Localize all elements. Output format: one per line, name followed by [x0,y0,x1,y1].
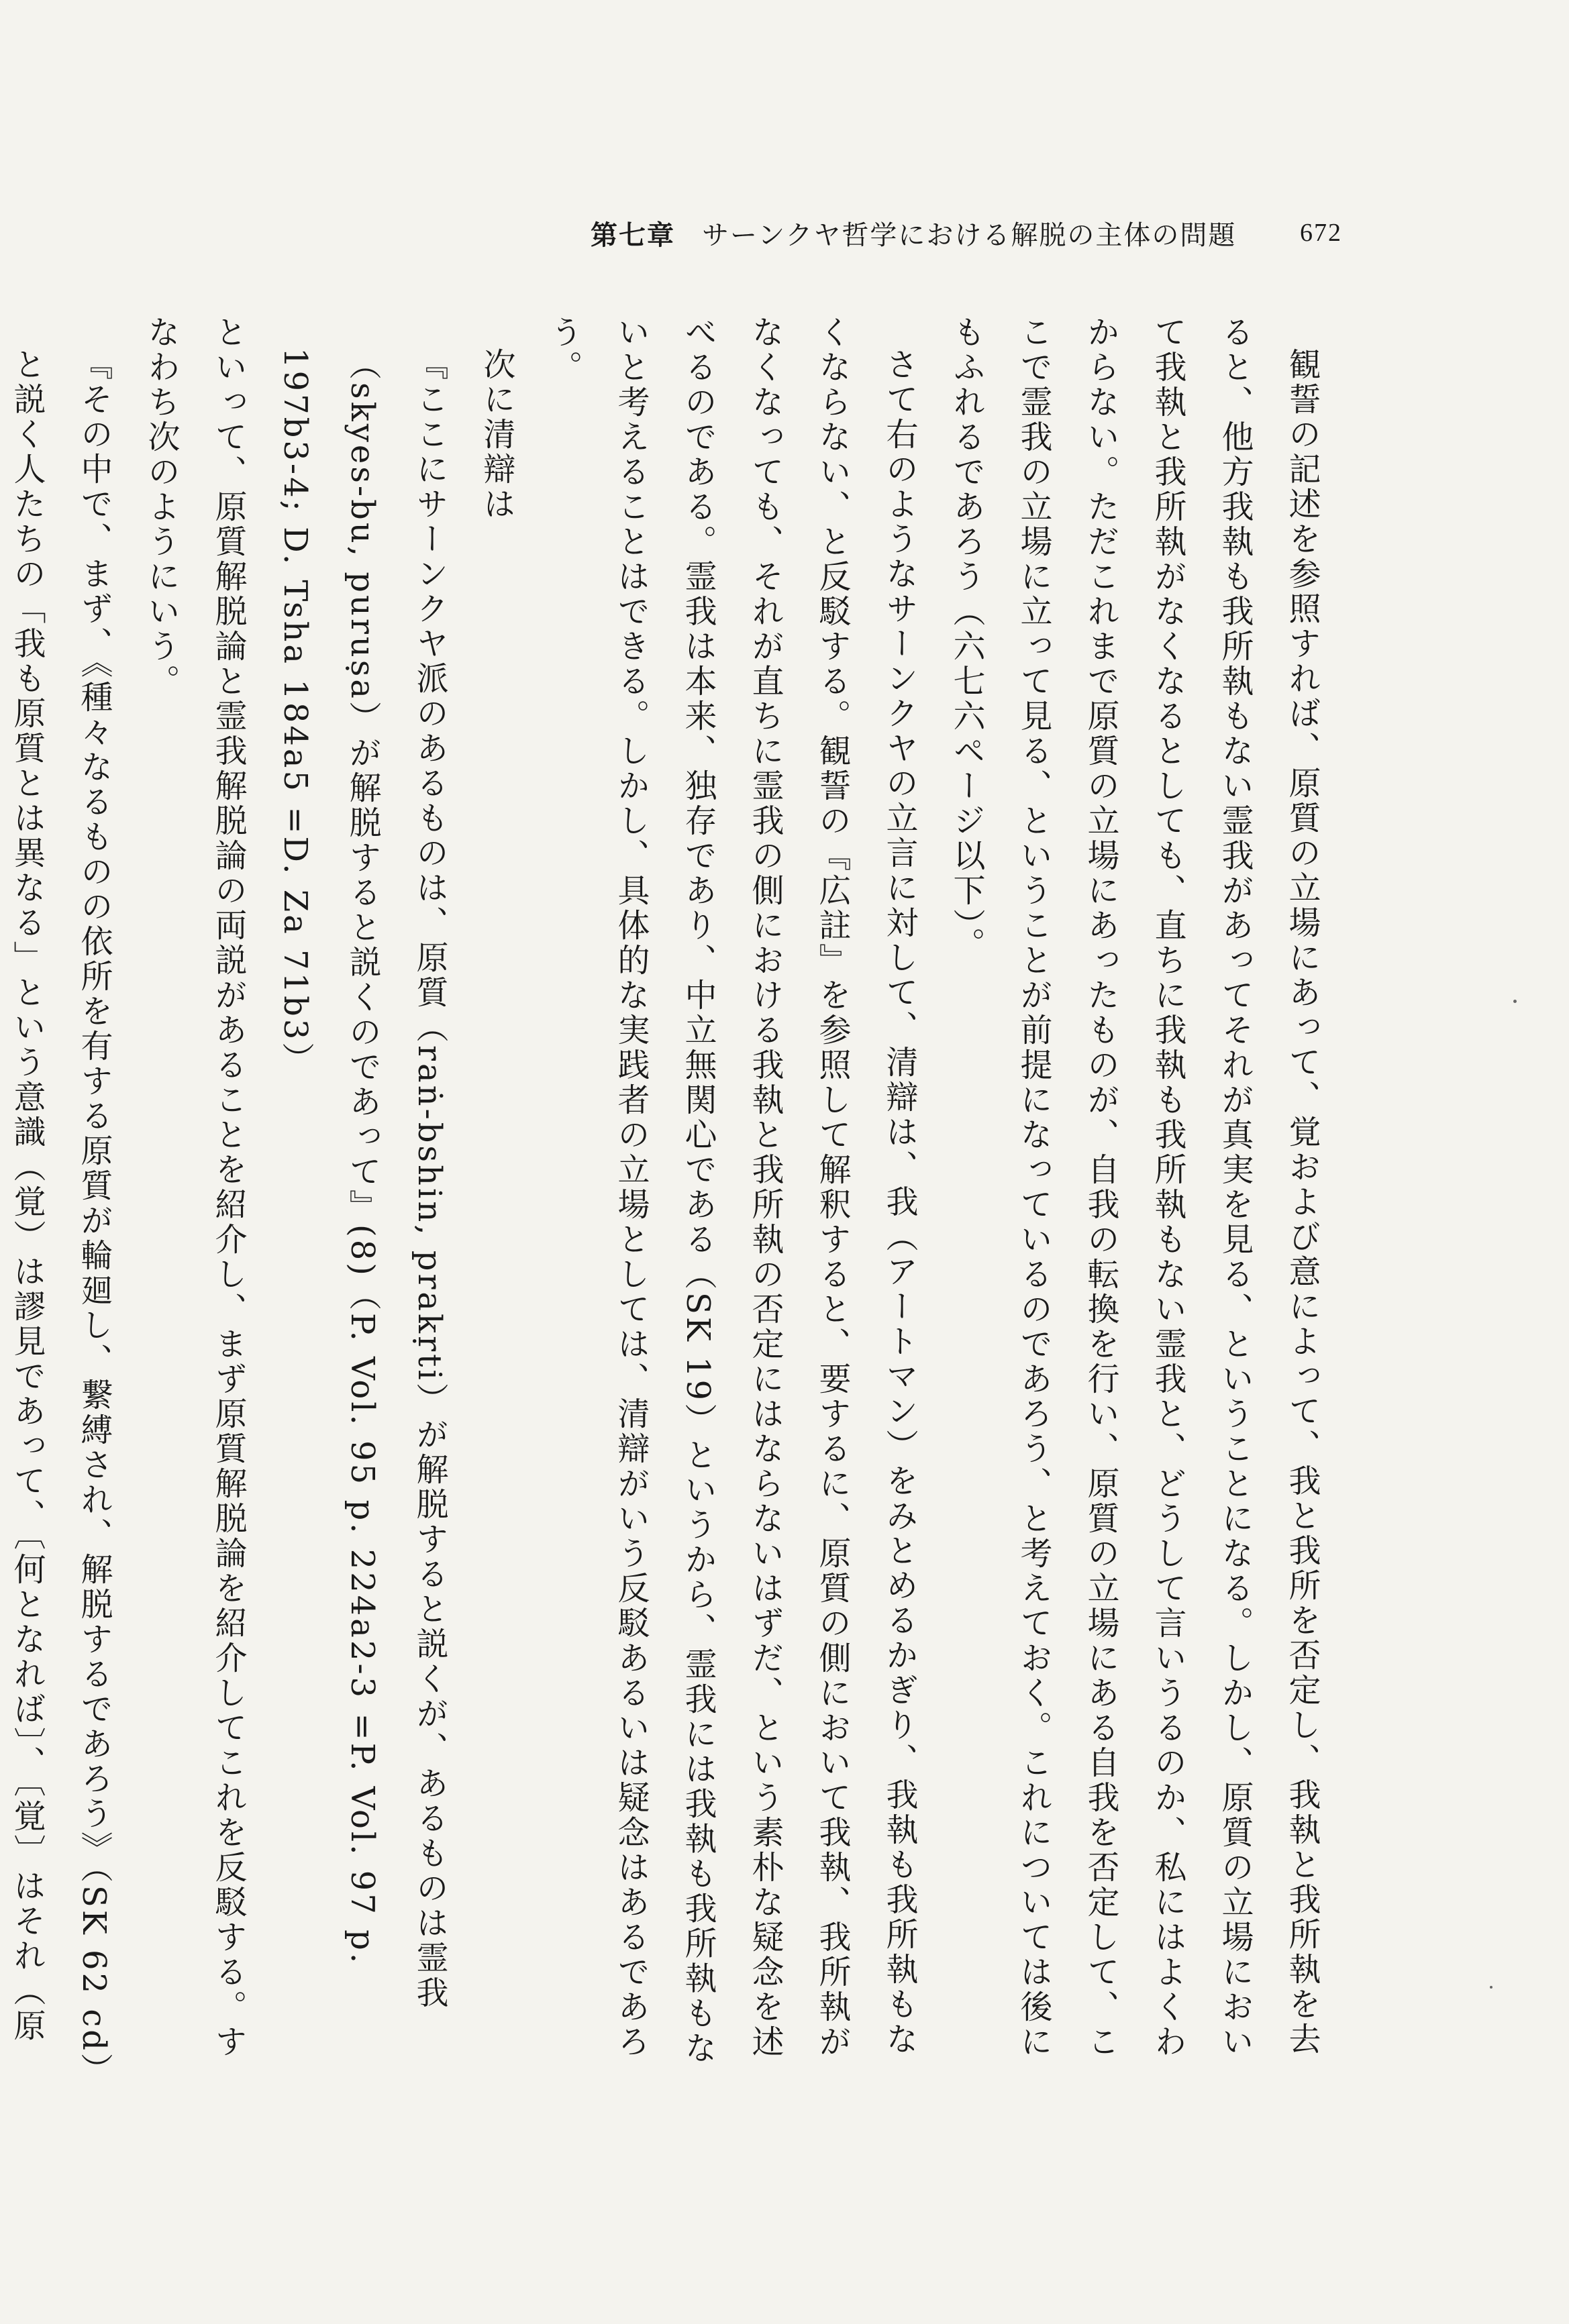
quotation: 『ここにサーンクヤ派のあるものは、原質（raṅ-bshin, prakṛti）が解脱すると説くが、あるものは霊我（skyes-bu, puruṣa）が解脱すると説くのであって』(8)（P. Vol. 95 p. 224a2-3 =P. Vol. 97 p. 197b3-4; D. Tsha 184a5 =D. Za 71b3） [276,348,448,2011]
paragraph: 次に清辯は [478,348,515,522]
scan-speck [1513,1000,1517,1003]
paragraph: さて右のようなサーンクヤの立言に対して、清辯は、我（アートマン）をみとめるかぎり、我執も我所執もなくならない、と反駁する。観誓の『広註』を参照して解釈すると、要するに、原質の側において我執、我所執がなくなっても、それが直ちに霊我の側における我執と我所執の否定にはならないはずだ、という素朴な疑念を述べるのである。霊我は本来、独存であり、中立無関心である（SK 19）というから、霊我には我執も我所執もないと考えることはできる。しかし、具体的な実践者の立場としては、清辯がいう反駁あるいは疑念はあるであろう。 [545,315,918,2066]
paragraph: 観誓の記述を参照すれば、原質の立場にあって、覚および意によって、我と我所を否定し、我執と我所執を去ると、他方我執も我所執もない霊我があってそれが真実を見る、ということになる。しかし、原質の立場において我執と我所執がなくなるとしても、直ちに我執も我所執もない霊我と、どうして言いうるのか、私にはよくわからない。ただこれまで原質の立場にあったものが、自我の転換を行い、原質の立場にある自我を否定して、ここで霊我の立場に立って見る、ということが前提になっているのであろう、と考えておく。これについては後にもふれるであろう（六七六ページ以下）。 [948,315,1321,2060]
chapter-label: 第七章 [591,219,675,251]
chapter-title: サーンクヤ哲学における解脱の主体の問題 [702,219,1237,251]
scan-speck [1490,1986,1492,1989]
paragraph: といって、原質解脱論と霊我解脱論の両説があることを紹介し、まず原質解脱論を紹介してこれを反駁する。すなわち次のようにいう。 [142,315,247,2060]
page-number: 672 [1300,219,1342,247]
quotation: 『その中で、まず、《種々なるものの依所を有する原質が輪廻し、繋縛され、解脱するであろう》（SK 62 cd）と説く人たちの「我も原質とは異なる」という意識（覚）は謬見であって、〔何となれば〕、〔覚〕はそれ（原 [8,348,113,2072]
body-text [8,315,1335,2087]
running-header [591,209,1342,256]
